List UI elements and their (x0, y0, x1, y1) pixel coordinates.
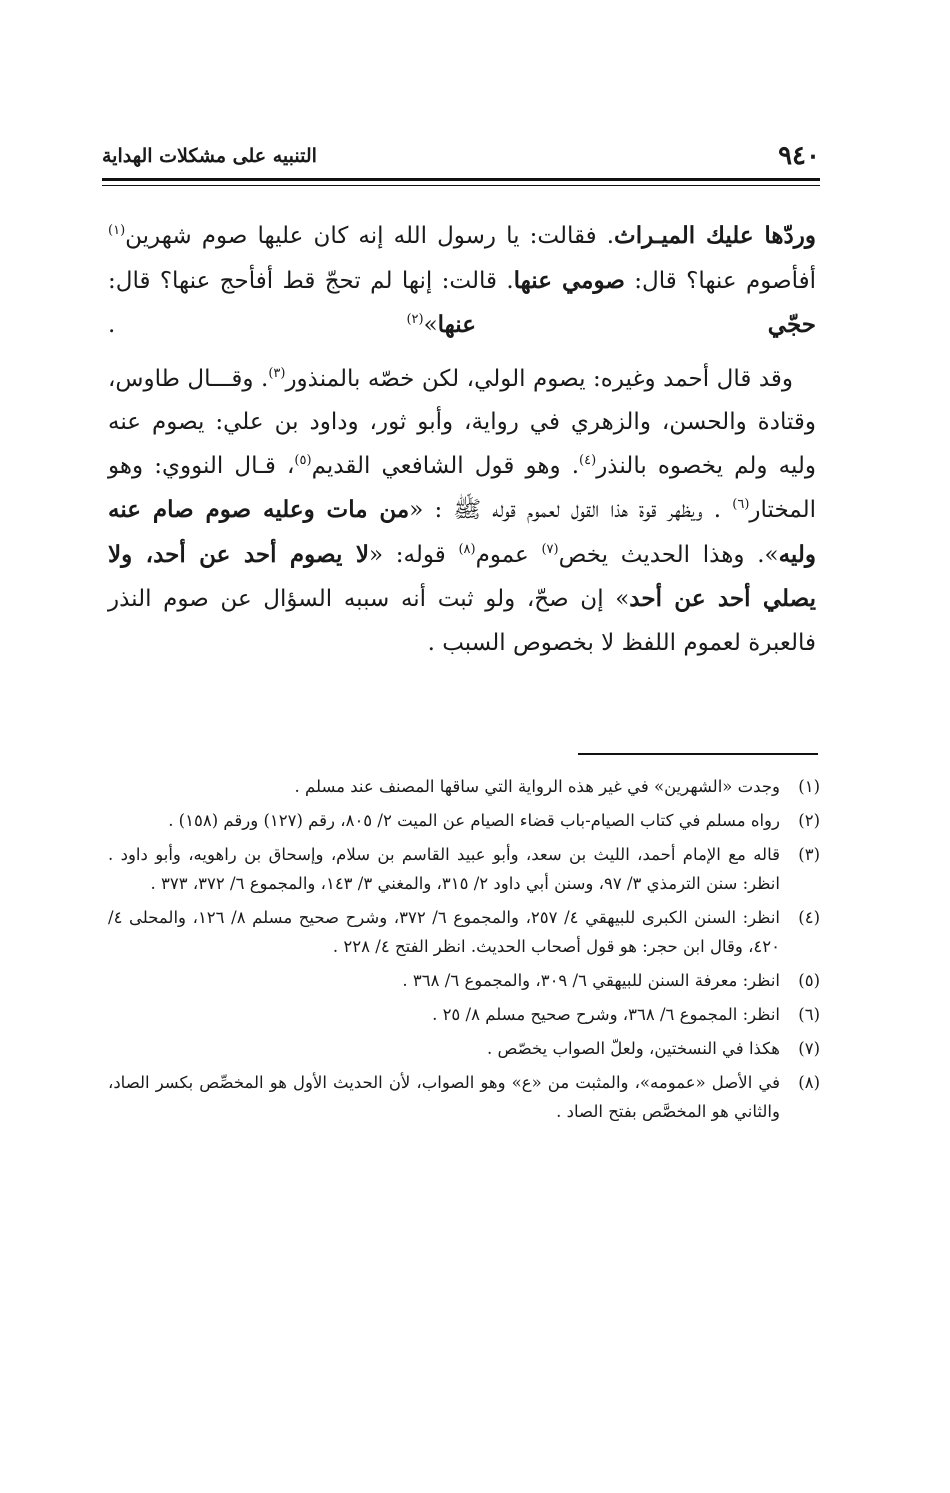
footnote-number: (٨) (798, 1073, 820, 1092)
header-rule-thin (102, 185, 820, 186)
paragraph-2 (108, 358, 816, 666)
text-run: أفأصوم عنها؟ قال: (624, 267, 817, 294)
footnote-ref: (٥) (294, 452, 312, 468)
footnote-text: في الأصل «عمومه»، والمثبت من «ع» وهو الصواب، لأن الحديث الأول هو المخصِّص بكسر الصاد، والثاني هو المخصَّص بفتح الصاد . (108, 1073, 780, 1121)
footnote-number: (٢) (798, 811, 820, 830)
footnote-text: انظر: السنن الكبرى للبيهقي ٤/ ٢٥٧، والمجموع ٦/ ٣٧٢، وشرح صحيح مسلم ٨/ ١٢٦، والمحلى ٤/ ٤٢٠، وقال ابن حجر: هو قول أصحاب الحديث. انظر الفتح ٤/ ٢٢٨ . (108, 908, 781, 956)
text-run: . ويظهر قوة هذا القول لعموم قوله ﷺ : « (409, 497, 733, 523)
text-run: وقد قال أحمد وغيره: يصوم الولي، لكن خصّه بالمنذور (285, 365, 794, 392)
footnote-number: (٣) (798, 845, 820, 864)
footnote-text: انظر: المجموع ٦/ ٣٦٨، وشرح صحيح مسلم ٨/ ٢٥ . (432, 1005, 780, 1024)
text-run: عموم (475, 541, 542, 568)
page-header (102, 138, 820, 174)
footnote-ref: (٧) (541, 541, 559, 557)
footnote-number: (٤) (798, 908, 820, 927)
footnote-text: وجدت «الشهرين» في غير هذه الرواية التي ساقها المصنف عند مسلم . (294, 777, 780, 796)
bold-text: وردّها عليك الميـراث (614, 222, 816, 249)
footnotes (108, 772, 820, 1131)
running-title: التنبيه على مشكلات الهداية (102, 145, 317, 167)
footnote-text: انظر: معرفة السنن للبيهقي ٦/ ٣٠٩، والمجموع ٦/ ٣٦٨ . (402, 971, 780, 990)
footnote-ref: (٤) (579, 452, 597, 468)
footnote-number: (١) (798, 777, 820, 796)
text-run: . وهو قول الشافعي القديم (311, 452, 580, 479)
footnote-text: قاله مع الإمام أحمد، الليث بن سعد، وأبو عبيد القاسم بن سلام، وإسحاق بن راهويه، وأبو داود . انظر: سنن الترمذي ٣/ ٩٧، وسنن أبي داود ٢/ ٣١٥، والمغني ٣/ ١٤٣، والمجموع ٦/ ٣٧٢، ٣٧٣ . (108, 845, 780, 893)
text-run: ، قـال النووي: وهو المختار (108, 452, 816, 523)
bold-text: صومي عنها (513, 266, 625, 294)
bold-text: من مات وعليه صوم صام عنه وليه (108, 496, 816, 568)
paragraph-1 (108, 214, 816, 348)
footnote-item (108, 840, 820, 898)
footnote-ref: (١) (108, 223, 126, 238)
text-run: . فقالت: يا رسول الله إنه كان عليها صوم شهرين (125, 223, 615, 249)
footnote-item (108, 1034, 820, 1063)
footnote-ref: (٨) (458, 541, 476, 557)
text-run: » (423, 312, 438, 338)
footnote-text: رواه مسلم في كتاب الصيام-باب قضاء الصيام عن الميت ٢/ ٨٠٥، رقم (١٢٧) ورقم (١٥٨) . (168, 811, 780, 830)
footnote-item (108, 772, 820, 801)
footnote-ref: (٢) (406, 312, 424, 327)
footnote-number: (٦) (798, 1005, 820, 1024)
page-number: ٩٤٠ (778, 141, 820, 171)
footnote-text: هكذا في النسختين، ولعلّ الصواب يخصّص . (487, 1039, 780, 1058)
footnote-number: (٥) (798, 971, 820, 990)
text-run: » إن صحّ، ولو ثبت أنه سببه السؤال عن صوم النذر فالعبرة لعموم اللفظ لا بخصوص السبب . (108, 586, 816, 656)
footnote-item (108, 903, 820, 961)
footnote-separator (578, 753, 818, 755)
text-run: قوله: « (368, 541, 459, 568)
bold-text: حجّي عنها (437, 311, 817, 338)
footnote-item (108, 1068, 820, 1126)
text-run: . (108, 312, 407, 338)
header-rule-thick (102, 178, 820, 181)
main-text (108, 214, 816, 665)
footnote-item (108, 966, 820, 995)
footnote-number: (٧) (798, 1039, 820, 1058)
footnote-item (108, 806, 820, 835)
footnote-ref: (٦) (732, 497, 750, 512)
bold-text: لا يصوم أحد عن أحد، ولا يصلي أحد عن أحد (108, 540, 817, 612)
text-run: ». وهذا الحديث يخص (558, 541, 779, 568)
text-run: . قالت: إنها لم تحجّ قط أفأحج عنها؟ قال: (108, 267, 514, 294)
footnote-item (108, 1000, 820, 1029)
text-run: . وقـــال طاوس، وقتادة والحسن، والزهري في رواية، وأبو ثور، وداود بن علي: يصوم عنه وليه ولم يخصوه بالنذر (108, 365, 817, 479)
footnote-ref: (٣) (268, 365, 286, 381)
